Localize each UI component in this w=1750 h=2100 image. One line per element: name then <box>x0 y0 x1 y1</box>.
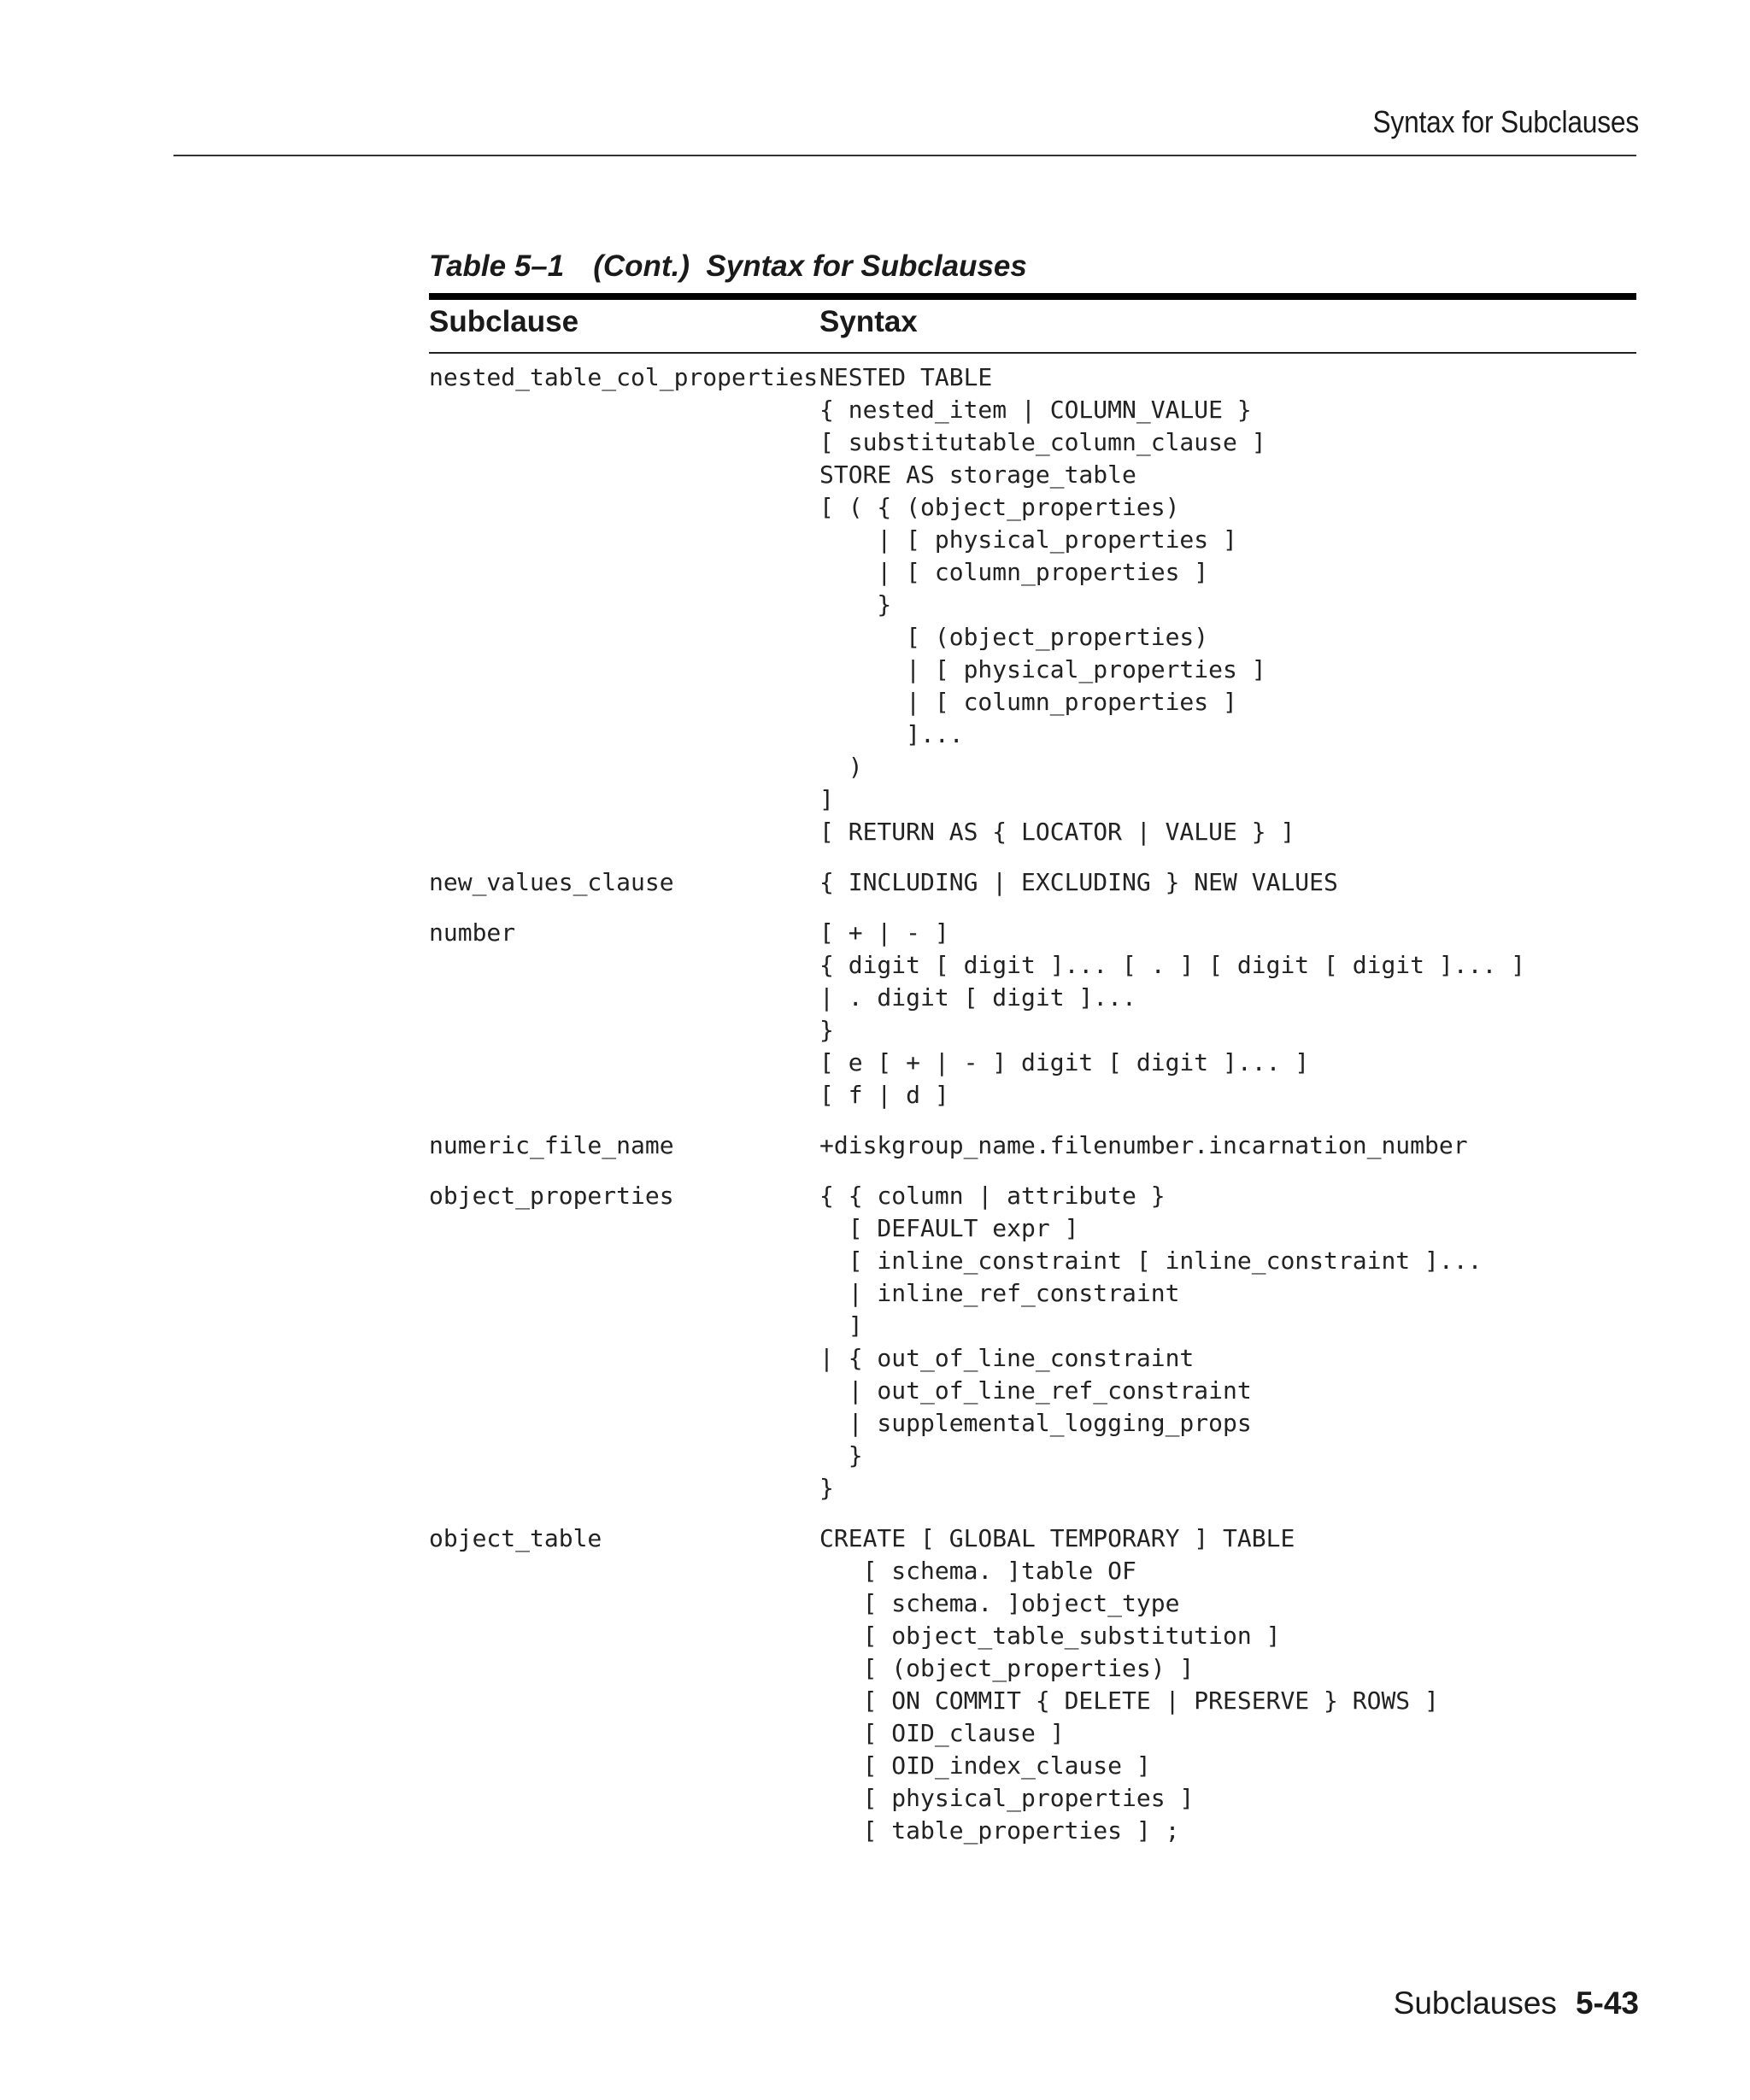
syntax-line: } <box>819 1016 834 1044</box>
running-head: Syntax for Subclauses <box>1372 104 1639 139</box>
subclause-name: numeric_file_name <box>429 1131 674 1159</box>
syntax-line: [ + | - ] <box>819 918 949 947</box>
subclause-name: nested_table_col_properties <box>429 363 819 391</box>
syntax-block <box>819 1522 1636 1847</box>
syntax-line: ] <box>819 785 834 813</box>
table-header-row <box>429 305 1636 351</box>
syntax-line: [ table_properties ] ; <box>819 1816 1180 1845</box>
syntax-line: ] <box>819 1311 863 1340</box>
syntax-line: [ ( { (object_properties) <box>819 493 1180 521</box>
syntax-line: | [ column_properties ] <box>819 688 1237 716</box>
syntax-block <box>819 361 1636 848</box>
table-top-rule <box>429 293 1636 300</box>
syntax-line: [ schema. ]table OF <box>819 1557 1136 1585</box>
page-number: 5-43 <box>1575 1986 1639 2021</box>
syntax-line: [ schema. ]object_type <box>819 1589 1180 1617</box>
syntax-line: | [ physical_properties ] <box>819 655 1266 683</box>
syntax-line: [ ON COMMIT { DELETE | PRESERVE } ROWS ] <box>819 1686 1439 1715</box>
syntax-line: | inline_ref_constraint <box>819 1279 1180 1307</box>
syntax-line: { { column | attribute } <box>819 1182 1166 1210</box>
syntax-line: [ f | d ] <box>819 1081 949 1109</box>
table-caption <box>429 249 1027 284</box>
syntax-block <box>819 866 1636 899</box>
page-footer <box>1394 1986 1639 2021</box>
header-divider <box>173 155 1636 156</box>
subclause-name: object_properties <box>429 1182 674 1210</box>
table-row <box>429 1522 1636 1847</box>
table-row <box>429 917 1636 1112</box>
syntax-line: [ RETURN AS { LOCATOR | VALUE } ] <box>819 818 1295 846</box>
subclause-name: number <box>429 918 516 947</box>
table-row <box>429 866 1636 899</box>
subclause-name: new_values_clause <box>429 868 674 896</box>
syntax-line: [ physical_properties ] <box>819 1784 1195 1812</box>
syntax-line: [ OID_index_clause ] <box>819 1751 1151 1780</box>
syntax-line: | . digit [ digit ]... <box>819 983 1136 1012</box>
syntax-line: [ e [ + | - ] digit [ digit ]... ] <box>819 1048 1310 1076</box>
syntax-line: | { out_of_line_constraint <box>819 1344 1195 1372</box>
table-row <box>429 1180 1636 1505</box>
syntax-line: { digit [ digit ]... [ . ] [ digit [ digit ]... ] <box>819 951 1526 979</box>
syntax-line: | [ physical_properties ] <box>819 525 1237 554</box>
syntax-line: [ DEFAULT expr ] <box>819 1214 1079 1242</box>
syntax-line: { nested_item | COLUMN_VALUE } <box>819 396 1252 424</box>
table-caption-title: (Cont.) Syntax for Subclauses <box>593 249 1027 283</box>
column-header-subclause: Subclause <box>429 305 579 338</box>
syntax-line: { INCLUDING | EXCLUDING } NEW VALUES <box>819 868 1338 896</box>
syntax-line: NESTED TABLE <box>819 363 993 391</box>
syntax-line: CREATE [ GLOBAL TEMPORARY ] TABLE <box>819 1524 1295 1552</box>
syntax-line: } <box>819 1441 863 1469</box>
syntax-block <box>819 917 1636 1112</box>
footer-section: Subclauses <box>1393 1986 1557 2021</box>
table-body <box>429 361 1636 1865</box>
table-caption-number: Table 5–1 <box>429 249 565 283</box>
syntax-line: STORE AS storage_table <box>819 460 1136 489</box>
syntax-line: [ (object_properties) <box>819 623 1209 651</box>
column-header-syntax: Syntax <box>819 305 918 338</box>
syntax-block <box>819 1129 1636 1162</box>
syntax-line: | supplemental_logging_props <box>819 1409 1252 1437</box>
table-row <box>429 361 1636 848</box>
syntax-line: [ inline_constraint [ inline_constraint ]... <box>819 1247 1483 1275</box>
syntax-line: } <box>819 1474 834 1502</box>
table-row <box>429 1129 1636 1162</box>
syntax-line: | [ column_properties ] <box>819 558 1209 586</box>
syntax-line: ]... <box>819 720 964 748</box>
syntax-line: ) <box>819 753 863 781</box>
subclause-name: object_table <box>429 1524 602 1552</box>
syntax-block <box>819 1180 1636 1505</box>
syntax-line: [ (object_properties) ] <box>819 1654 1195 1682</box>
syntax-line: +diskgroup_name.filenumber.incarnation_number <box>819 1131 1468 1159</box>
syntax-line: [ object_table_substitution ] <box>819 1622 1281 1650</box>
syntax-line: [ OID_clause ] <box>819 1719 1065 1747</box>
table-header-rule <box>429 352 1636 354</box>
syntax-line: [ substitutable_column_clause ] <box>819 428 1266 456</box>
syntax-line: } <box>819 590 892 619</box>
syntax-line: | out_of_line_ref_constraint <box>819 1376 1252 1405</box>
